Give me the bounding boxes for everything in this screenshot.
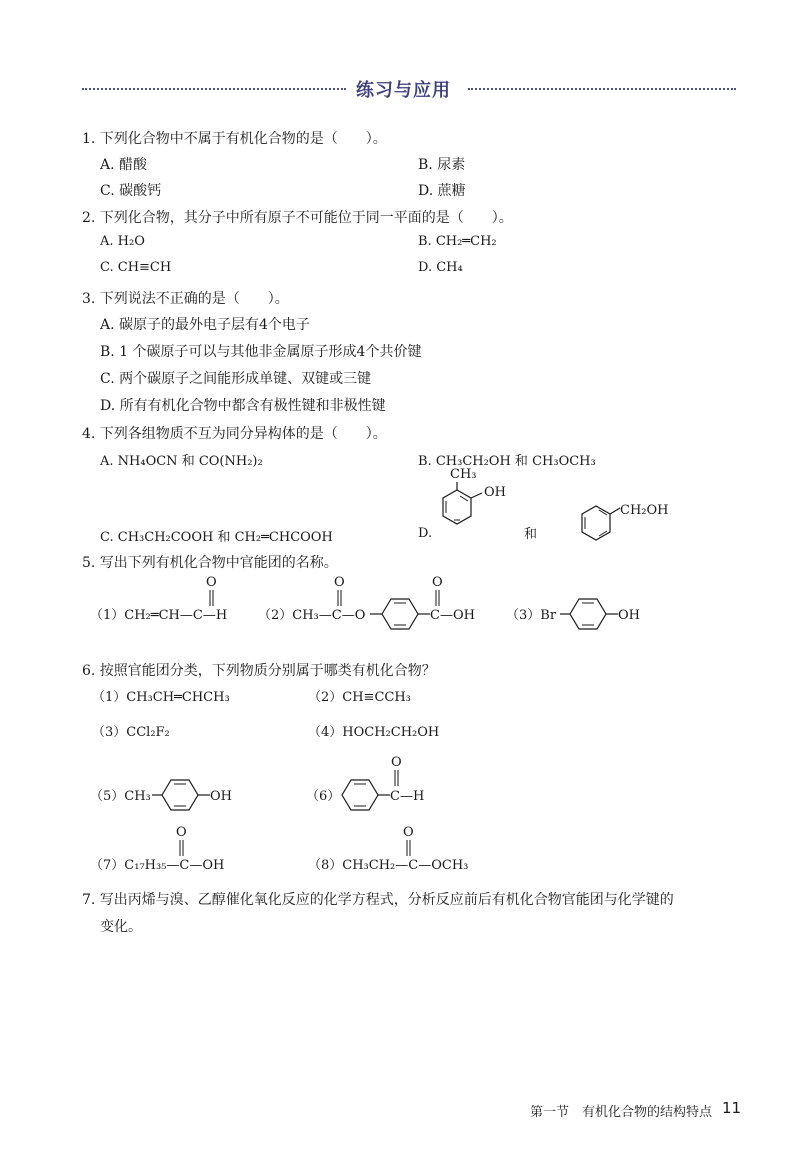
footer-section: 第一节 有机化合物的结构特点 bbox=[530, 1105, 713, 1120]
q1-option-b: B. 尿素 bbox=[418, 157, 466, 173]
q2-option-a: A. H₂O bbox=[100, 234, 145, 249]
header-dots-right bbox=[468, 88, 736, 90]
q3-option-c: C. 两个碳原子之间能形成单键、双键或三键 bbox=[100, 371, 372, 387]
q6-item-6-suffix: C—H bbox=[390, 789, 425, 804]
page-number: 11 bbox=[722, 1099, 742, 1117]
q4-option-b: B. CH₃CH₂OH 和 CH₃OCH₃ bbox=[418, 454, 596, 469]
section-title: 练习与应用 bbox=[356, 80, 451, 101]
q5-stem: 5. 写出下列有机化合物中官能团的名称。 bbox=[82, 555, 338, 571]
ch2oh-label: CH₂OH bbox=[620, 503, 669, 518]
q3-option-b: B. 1 个碳原子可以与其他非金属原子形成4个共价键 bbox=[100, 344, 422, 360]
q5-item-2-suffix: C—OH bbox=[430, 608, 475, 623]
q7-line2: 变化。 bbox=[100, 919, 142, 935]
q4-option-c: C. CH₃CH₂COOH 和 CH₂═CHCOOH bbox=[100, 530, 333, 545]
q2-option-b: B. CH₂═CH₂ bbox=[418, 234, 497, 249]
q5-item-3-suffix: OH bbox=[618, 608, 640, 623]
q3-stem: 3. 下列说法不正确的是（ ）。 bbox=[82, 291, 289, 307]
q6-item-7: （7）C₁₇H₃₅—C—OH bbox=[90, 858, 225, 873]
q6-item-5-suffix: OH bbox=[210, 789, 232, 804]
q6-item-8: （8）CH₃CH₂—C—OCH₃ bbox=[308, 858, 469, 873]
q6-structures-7-8 bbox=[90, 822, 490, 878]
carbonyl-o: O bbox=[391, 755, 402, 770]
carbonyl-o: O bbox=[334, 575, 345, 590]
q4-option-d-structures bbox=[430, 467, 670, 556]
q2-option-d: D. CH₄ bbox=[418, 260, 463, 275]
q6-structures-5-6 bbox=[90, 752, 450, 816]
q6-item-4: （4）HOCH₂CH₂OH bbox=[308, 725, 440, 740]
benzene-ring bbox=[443, 490, 471, 524]
q1-option-a: A. 醋酸 bbox=[100, 157, 148, 173]
q3-option-a: A. 碳原子的最外电子层有4个电子 bbox=[100, 317, 310, 333]
q6-item-1: （1）CH₃CH═CHCH₃ bbox=[92, 690, 230, 705]
q4-option-d-label: D. bbox=[418, 526, 433, 541]
carbonyl-o: O bbox=[403, 825, 414, 840]
q4-option-a: A. NH₄OCN 和 CO(NH₂)₂ bbox=[100, 454, 263, 469]
q5-item-2-prefix: （2）CH₃—C—O bbox=[258, 608, 366, 623]
benzene-ring bbox=[582, 506, 610, 540]
q6-stem: 6. 按照官能团分类，下列物质分别属于哪类有机化合物？ bbox=[82, 663, 436, 679]
q6-item-3: （3）CCl₂F₂ bbox=[92, 725, 170, 740]
q5-structures bbox=[90, 572, 690, 636]
q7-line1: 7. 写出丙烯与溴、乙醇催化氧化反应的化学方程式，分析反应前后有机化合物官能团与化学键的 bbox=[82, 892, 674, 908]
q2-option-c: C. CH≡CH bbox=[100, 260, 172, 275]
q4-stem: 4. 下列各组物质不互为同分异构体的是（ ）。 bbox=[82, 426, 387, 442]
carbonyl-o: O bbox=[206, 575, 217, 590]
and-label: 和 bbox=[524, 527, 538, 542]
q5-item-3-prefix: （3）Br bbox=[506, 608, 557, 623]
q1-option-d: D. 蔗糖 bbox=[418, 183, 466, 199]
q6-item-5-prefix: （5）CH₃ bbox=[90, 789, 151, 804]
q3-option-d: D. 所有有机化合物中都含有极性键和非极性键 bbox=[100, 398, 386, 414]
q5-item-1: （1）CH₂═CH—C—H bbox=[90, 608, 228, 623]
q1-stem: 1. 下列化合物中不属于有机化合物的是（ ）。 bbox=[82, 131, 387, 147]
q6-item-2: （2）CH≡CCH₃ bbox=[308, 690, 411, 705]
ch3-label: CH₃ bbox=[450, 467, 477, 482]
q1-option-c: C. 碳酸钙 bbox=[100, 183, 162, 199]
q6-item-6-prefix: （6） bbox=[306, 789, 341, 804]
q2-stem: 2. 下列化合物，其分子中所有原子不可能位于同一平面的是（ ）。 bbox=[82, 210, 513, 226]
header-dots-left bbox=[82, 88, 346, 90]
carbonyl-o: O bbox=[432, 575, 443, 590]
oh-label: OH bbox=[484, 485, 506, 500]
carbonyl-o: O bbox=[176, 825, 187, 840]
